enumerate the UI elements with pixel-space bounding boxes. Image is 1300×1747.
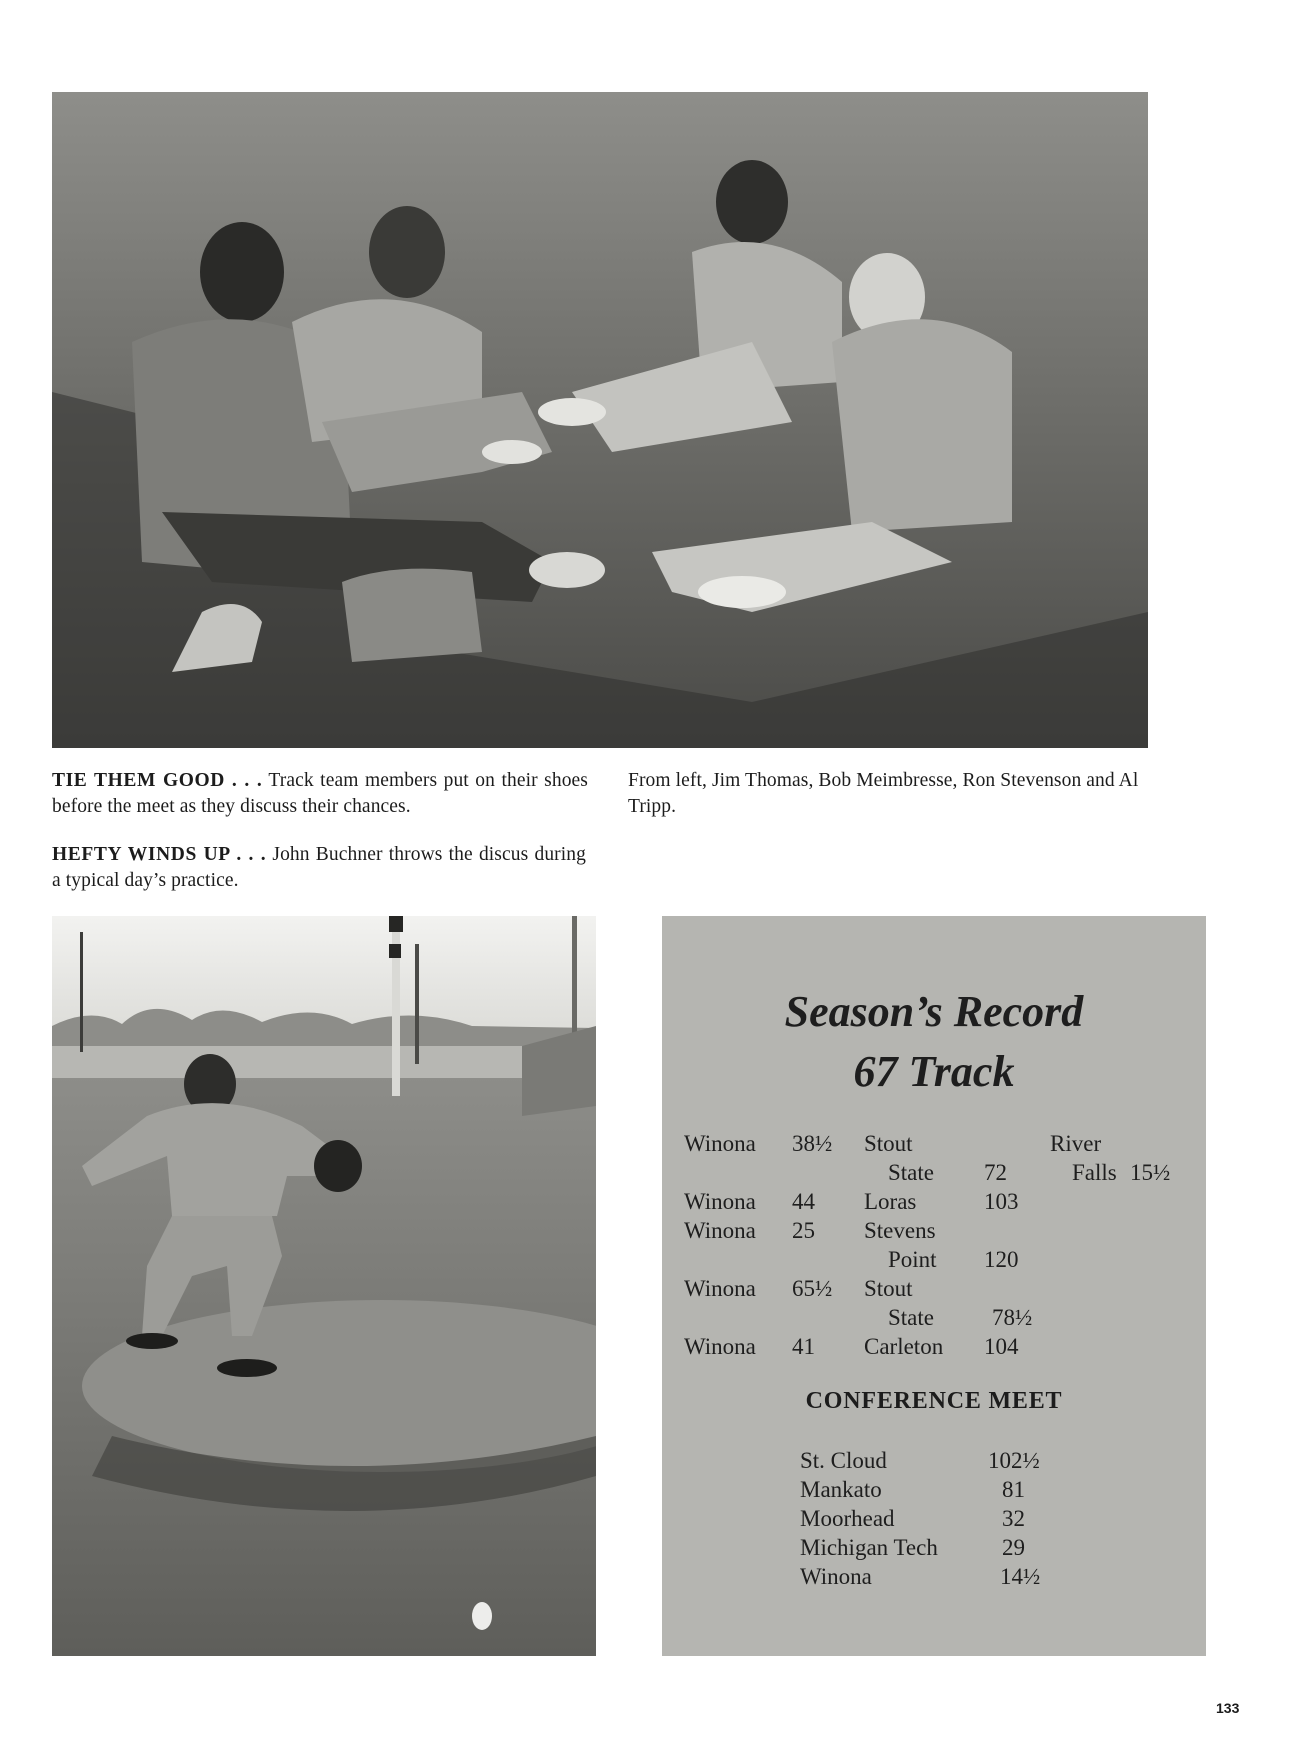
conference-team: Michigan Tech [800, 1535, 938, 1560]
meet-score: 25 [792, 1218, 815, 1243]
meet-opponent-score: 104 [984, 1334, 1019, 1359]
conference-team: St. Cloud [800, 1448, 887, 1473]
meet-score: 41 [792, 1334, 815, 1359]
conference-score: 29 [1002, 1535, 1025, 1560]
meet-opponent-score: 78½ [992, 1305, 1033, 1330]
record-title: Season’s Record [784, 987, 1084, 1036]
meet-opponent-score: 15½ [1130, 1160, 1171, 1185]
conference-team: Mankato [800, 1477, 882, 1502]
meet-team: Winona [684, 1218, 756, 1243]
season-record-panel [662, 916, 1206, 1656]
caption-tie-them-good [52, 768, 588, 820]
meet-opponent: River [1050, 1131, 1102, 1156]
caption-text: From left, Jim Thomas, Bob Meimbresse, Ron Stevenson and Al Tripp. [628, 770, 1139, 817]
conference-meet-heading: CONFERENCE MEET [805, 1388, 1063, 1414]
caption-text: John Buchner throws the discus during a typical day’s practice. [52, 844, 586, 891]
caption-lead: TIE THEM GOOD . . . [52, 770, 263, 791]
caption-text: Track team members put on their shoes before the meet as they discuss their chances. [52, 770, 588, 817]
conference-score: 102½ [988, 1448, 1040, 1473]
caption-lead: HEFTY WINDS UP . . . [52, 844, 267, 865]
meet-score: 65½ [792, 1276, 833, 1301]
meet-opponent: Loras [864, 1189, 917, 1214]
meet-team: Winona [684, 1189, 756, 1214]
meet-score: 38½ [792, 1131, 833, 1156]
meet-opponent-score: 72 [984, 1160, 1007, 1185]
meet-opponent: Stout [864, 1276, 913, 1301]
meet-team: Winona [684, 1334, 756, 1359]
meet-opponent: Carleton [864, 1334, 944, 1359]
meet-opponent-line2: State [888, 1160, 934, 1185]
meet-opponent-line2: State [888, 1305, 934, 1330]
conference-score: 81 [1002, 1477, 1025, 1502]
conference-team: Winona [800, 1564, 872, 1589]
meet-opponent-line2: Point [888, 1247, 937, 1272]
conference-score: 14½ [1000, 1564, 1041, 1589]
caption-from-left [628, 768, 1148, 820]
track-team-photo [52, 92, 1148, 748]
meet-score: 44 [792, 1189, 815, 1214]
conference-score: 32 [1002, 1506, 1025, 1531]
meet-opponent: Stout [864, 1131, 913, 1156]
page-number: 133 [1216, 1700, 1240, 1716]
record-subtitle: 67 Track [853, 1047, 1015, 1096]
meet-opponent-score: 103 [984, 1189, 1019, 1214]
meet-opponent: Stevens [864, 1218, 936, 1243]
meet-team: Winona [684, 1131, 756, 1156]
meet-opponent-line2: Falls [1072, 1160, 1117, 1185]
meet-team: Winona [684, 1276, 756, 1301]
caption-hefty-winds-up [52, 842, 586, 894]
meet-opponent-score: 120 [984, 1247, 1019, 1272]
discus-thrower-photo [52, 916, 596, 1656]
conference-team: Moorhead [800, 1506, 895, 1531]
